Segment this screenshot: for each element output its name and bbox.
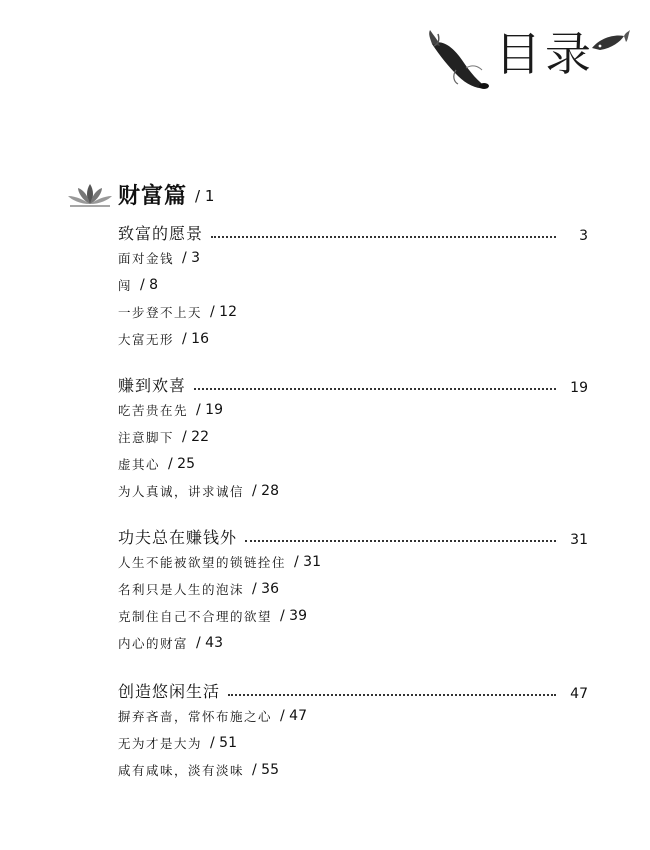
entry-title: 摒弃吝啬，常怀布施之心	[118, 708, 273, 724]
chapter-heading[interactable]	[118, 522, 588, 548]
chapter	[118, 218, 588, 352]
part-title: 财富篇	[118, 182, 188, 209]
chapter-title: 创造悠闲生活	[118, 682, 221, 701]
entry-page: / 51	[210, 734, 237, 751]
dot-leader	[194, 388, 556, 390]
toc-entry[interactable]	[118, 450, 588, 477]
dot-leader	[245, 540, 556, 542]
dot-leader	[228, 694, 556, 696]
chapter-title: 赚到欢喜	[118, 376, 187, 395]
chapter-heading[interactable]	[118, 370, 588, 396]
toc-entry[interactable]	[118, 729, 588, 756]
chapter-heading[interactable]	[118, 218, 588, 244]
entry-title: 咸有咸味，淡有淡味	[118, 762, 245, 778]
entry-title: 虚其心	[118, 456, 161, 472]
entry-page: / 12	[210, 303, 237, 320]
entry-title: 克制住自己不合理的欲望	[118, 608, 273, 624]
koi-fish-icon	[428, 30, 498, 100]
entry-title: 大富无形	[118, 331, 175, 347]
entry-page: / 36	[252, 580, 279, 597]
chapter-page: 47	[570, 686, 588, 702]
entry-page: / 43	[196, 634, 223, 651]
entry-title: 名利只是人生的泡沫	[118, 581, 245, 597]
entry-title: 注意脚下	[118, 429, 175, 445]
entry-title: 一步登不上天	[118, 304, 203, 320]
chapter-title: 致富的愿景	[118, 224, 204, 243]
toc-entry[interactable]	[118, 396, 588, 423]
entry-title: 人生不能被欲望的锁链拴住	[118, 554, 287, 570]
chapter	[118, 522, 588, 656]
toc-entry[interactable]	[118, 602, 588, 629]
toc-entry[interactable]	[118, 325, 588, 352]
chapter-page: 31	[570, 532, 588, 548]
entry-title: 闯	[118, 277, 133, 293]
dot-leader	[211, 236, 556, 238]
entry-page: / 8	[140, 276, 159, 293]
entry-title: 内心的财富	[118, 635, 189, 651]
toc-entry[interactable]	[118, 575, 588, 602]
part-page: / 1	[195, 187, 215, 205]
entry-page: / 39	[280, 607, 307, 624]
entry-page: / 31	[294, 553, 321, 570]
entry-page: / 47	[280, 707, 307, 724]
toc-entry[interactable]	[118, 629, 588, 656]
chapter-title: 功夫总在赚钱外	[118, 528, 238, 547]
toc-entry[interactable]	[118, 756, 588, 783]
part-heading	[66, 176, 214, 212]
entry-page: / 16	[182, 330, 209, 347]
entry-page: / 25	[168, 455, 195, 472]
entry-page: / 3	[182, 249, 201, 266]
entry-page: / 28	[252, 482, 279, 499]
toc-entry[interactable]	[118, 298, 588, 325]
chapter-page: 3	[579, 228, 588, 244]
entry-title: 面对金钱	[118, 250, 175, 266]
chapter	[118, 370, 588, 504]
entry-page: / 55	[252, 761, 279, 778]
toc-entry[interactable]	[118, 244, 588, 271]
toc-entry[interactable]	[118, 271, 588, 298]
lotus-icon	[66, 180, 114, 208]
chapter	[118, 676, 588, 783]
chapter-page: 19	[570, 380, 588, 396]
chapter-heading[interactable]	[118, 676, 588, 702]
entry-title: 吃苦贵在先	[118, 402, 189, 418]
entry-title: 无为才是大为	[118, 735, 203, 751]
entry-title: 为人真诚，讲求诚信	[118, 483, 245, 499]
toc-entry[interactable]	[118, 477, 588, 504]
toc-entry[interactable]	[118, 423, 588, 450]
entry-page: / 22	[182, 428, 209, 445]
page-title: 目录	[495, 27, 595, 81]
toc-entry[interactable]	[118, 548, 588, 575]
entry-page: / 19	[196, 401, 223, 418]
small-fish-icon	[590, 30, 630, 56]
toc-entry[interactable]	[118, 702, 588, 729]
